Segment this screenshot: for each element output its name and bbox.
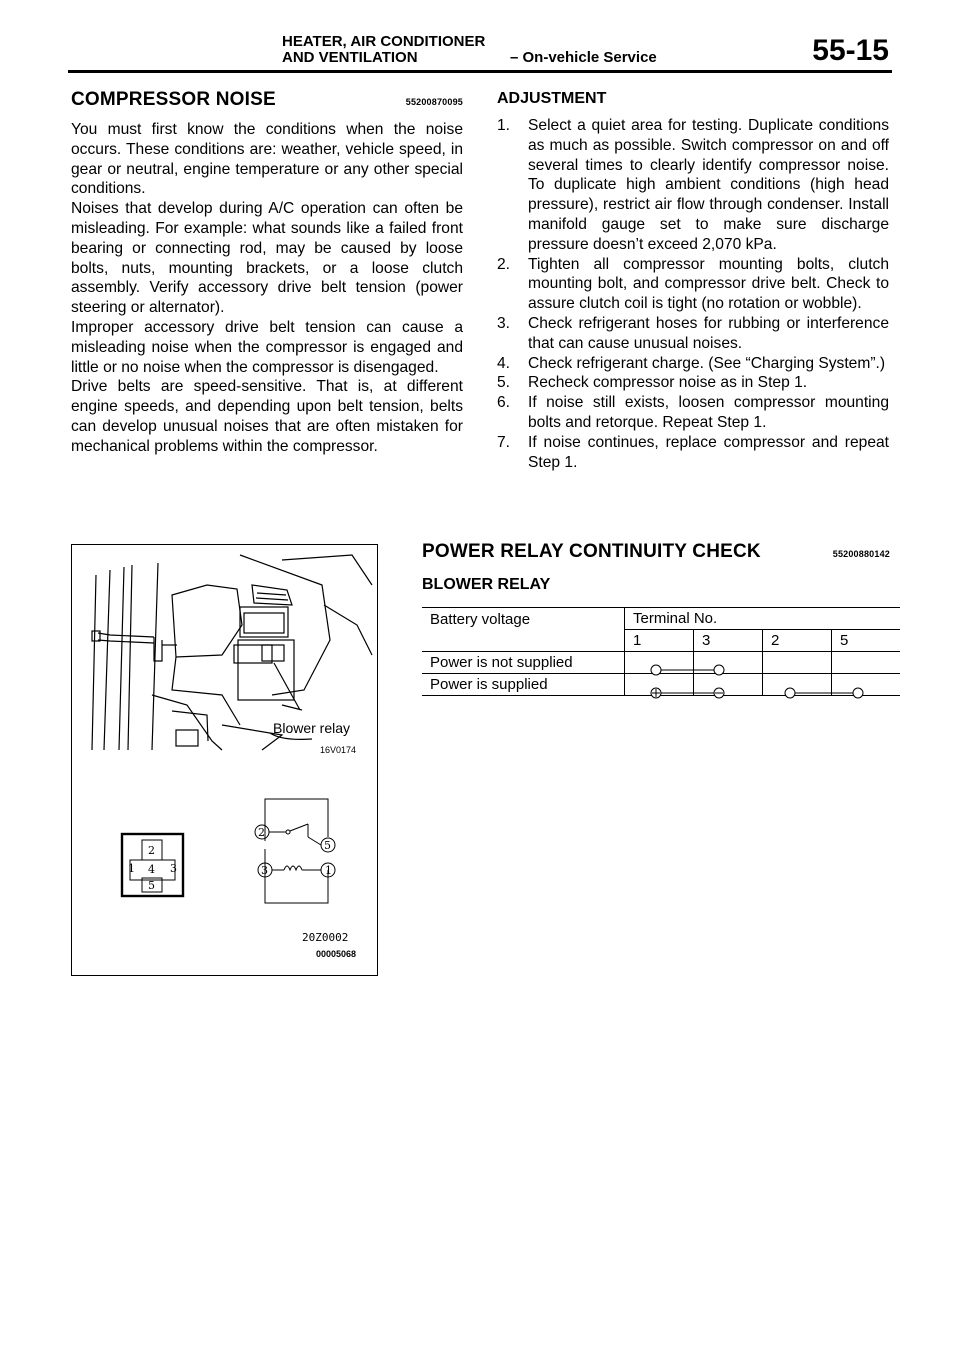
circuit-pin-label: 1 [325, 864, 332, 877]
power-relay-section [422, 540, 890, 596]
step-text: If noise still exists, loosen compressor mounting bolts and retorque. Repeat Step 1. [528, 394, 889, 431]
table-row [422, 674, 900, 696]
step-number: 3. [497, 314, 511, 332]
power-relay-title: POWER RELAY CONTINUITY CHECK [422, 541, 761, 562]
connector-pin-label: 2 [148, 844, 155, 857]
blower-relay-subtitle: BLOWER RELAY [422, 576, 551, 593]
step-number: 4. [497, 354, 511, 372]
circuit-pin-label: 3 [261, 864, 268, 877]
header-rule [68, 70, 892, 73]
circuit-pin-label: 2 [258, 826, 265, 839]
adjustment-steps [497, 116, 889, 472]
circuit-pin-label: 5 [324, 839, 331, 852]
chapter-title [282, 34, 485, 66]
step-number: 1. [497, 117, 511, 134]
terminal-header-2: 2 [763, 630, 832, 652]
step-number: 2. [497, 255, 511, 273]
paragraph: Improper accessory drive belt tension can cause a misleading noise when the compressor is engaged and little or no noise when the compressor is disengaged. [71, 318, 463, 376]
row-label: Power is supplied [422, 674, 625, 696]
list-item [497, 433, 889, 473]
compressor-noise-heading [71, 88, 463, 114]
list-item [497, 116, 889, 255]
figure-code-top: 16V0174 [320, 745, 357, 755]
compressor-noise-title: COMPRESSOR NOISE [71, 89, 276, 110]
step-number: 6. [497, 394, 511, 412]
step-text: Select a quiet area for testing. Duplicate conditions as much as possible. Switch compressor on and off several times to clearly identify compressor noise. To duplicate high ambient conditions (high head pressure), restrict air flow through condenser. Install manifold gauge set to make sure discharge pressure doesn’t exceed 2,070 kPa. [528, 117, 889, 253]
list-item [497, 393, 889, 433]
relay-illustration [72, 545, 379, 977]
step-text: Recheck compressor noise as in Step 1. [528, 374, 808, 392]
step-number: 5. [497, 374, 511, 392]
list-item [497, 354, 889, 374]
battery-voltage-header: Battery voltage [422, 608, 625, 652]
chapter-title-line2: AND VENTILATION [282, 49, 418, 66]
connector-pin-label: 4 [148, 863, 155, 876]
compressor-noise-section [71, 88, 463, 457]
continuity-table [422, 607, 900, 696]
list-item [497, 314, 889, 354]
paragraph: You must first know the conditions when the noise occurs. These conditions are: weather, vehicle speed, in gear or neutral, engine temperature or any other special conditions. [71, 121, 463, 198]
terminal-header-5: 5 [832, 630, 901, 652]
connector-pin-label: 1 [128, 862, 135, 875]
list-item [497, 255, 889, 314]
terminal-header-1: 1 [625, 630, 694, 652]
paragraph: Noises that develop during A/C operation can often be misleading. For example: what sounds like a failed front bearing or connecting rod, may be caused by loose bolts, nuts, mounting brackets, or a loose clutch assembly. Verify accessory drive belt tension (power steering or alternator). [71, 200, 463, 317]
connector-pin-label: 3 [170, 862, 177, 875]
step-text: Tighten all compressor mounting bolts, clutch mounting bolt, and compressor drive belt. Check to assure clutch coil is tight (no rotation or wobble). [528, 255, 889, 313]
terminal-header-3: 3 [694, 630, 763, 652]
compressor-noise-code: 55200870095 [405, 97, 463, 107]
paragraph: Drive belts are speed-sensitive. That is, at different engine speeds, and depending upon belt tension, belts can develop unusual noises that are often mistaken for mechanical problems within the compressor. [71, 378, 463, 455]
figure-code-bottom: 00005068 [316, 949, 357, 959]
power-relay-code: 55200880142 [832, 549, 890, 559]
step-number: 7. [497, 433, 511, 451]
adjustment-section [497, 88, 889, 472]
step-text: Check refrigerant charge. (See “Charging System”.) [528, 354, 886, 372]
connector-pin-label: 5 [148, 879, 155, 892]
table-row [422, 652, 900, 674]
step-text: Check refrigerant hoses for rubbing or interference that can cause unusual noises. [528, 314, 889, 352]
terminal-no-header: Terminal No. [625, 608, 901, 630]
list-item [497, 373, 889, 393]
blower-relay-figure [71, 544, 378, 976]
blower-relay-label: Blower relay [273, 720, 351, 736]
adjustment-title: ADJUSTMENT [497, 90, 607, 107]
step-text: If noise continues, replace compressor and repeat Step 1. [528, 433, 889, 471]
section-title: – On-vehicle Service [510, 49, 657, 66]
chapter-title-line1: HEATER, AIR CONDITIONER [282, 33, 486, 50]
page-number: 55-15 [812, 34, 889, 67]
power-relay-heading [422, 540, 890, 566]
row-label: Power is not supplied [422, 652, 625, 674]
figure-code-mid: 20Z0002 [302, 931, 349, 944]
